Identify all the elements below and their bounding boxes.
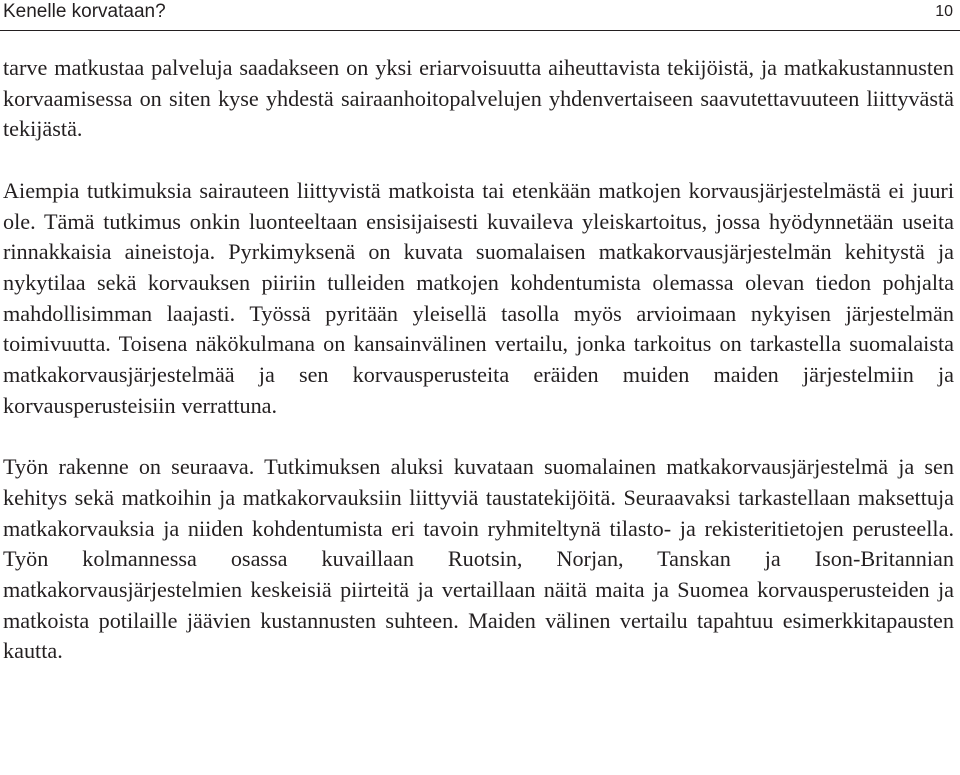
running-title: Kenelle korvataan? <box>3 1 166 22</box>
paragraph-structure: Työn rakenne on seuraava. Tutkimuksen aluksi kuvataan suomalainen matkakorvausjärjestelmä ja sen kehitys sekä matkoihin ja matkakorvauksiin liittyviä taustatekijöitä. Seuraavaksi tarkastellaan maksettuja matkakorvauksia ja niiden kohdentumista eri tavoin ryhmiteltynä tilasto- ja rekisteritietojen perusteella. Työn kolmannessa osassa kuvaillaan Ruotsin, Norjan, Tanskan ja Ison-Britannian matkakorvausjärjestelmien keskeisiä piirteitä ja vertaillaan näitä maita ja Suomea korvausperusteiden ja matkoista potilaille jäävien kustannusten suhteen. Maiden välinen vertailu tapahtuu esimerkkitapausten kautta. <box>3 454 954 664</box>
page-header <box>0 0 960 32</box>
paragraph-research-scope: Aiempia tutkimuksia sairauteen liittyvistä matkoista tai etenkään matkojen korvausjärjestelmästä ei juuri ole. Tämä tutkimus onkin luonteeltaan ensisijaisesti kuvaileva yleiskartoitus, jossa hyödynnetään useita rinnakkaisia aineistoja. Pyrkimyksenä on kuvata suomalaisen matkakorvausjärjestelmän kehitystä ja nykytilaa sekä korvauksen piiriin tulleiden matkojen kohdentumista olemassa olevan tiedon pohjalta mahdollisimman laajasti. Työssä pyritään yleisellä tasolla myös arvioimaan nykyisen järjestelmän toimivuutta. Toisena näkökulmana on kansainvälinen vertailu, jonka tarkoitus on tarkastella suomalaista matkakorvausjärjestelmää ja sen korvausperusteita eräiden muiden maiden järjestelmiin ja korvausperusteisiin verrattuna. <box>3 177 954 418</box>
body-text <box>3 53 954 667</box>
header-rule <box>0 30 960 31</box>
paragraph-continued: tarve matkustaa palveluja saadakseen on yksi eriarvoisuutta aiheuttavista tekijöistä, ja matkakustannusten korvaamisessa on siten kyse yhdestä sairaanhoitopalvelujen yhdenvertaiseen saavutettavuuteen liittyvästä tekijästä. <box>3 55 954 142</box>
page-number: 10 <box>935 3 953 20</box>
